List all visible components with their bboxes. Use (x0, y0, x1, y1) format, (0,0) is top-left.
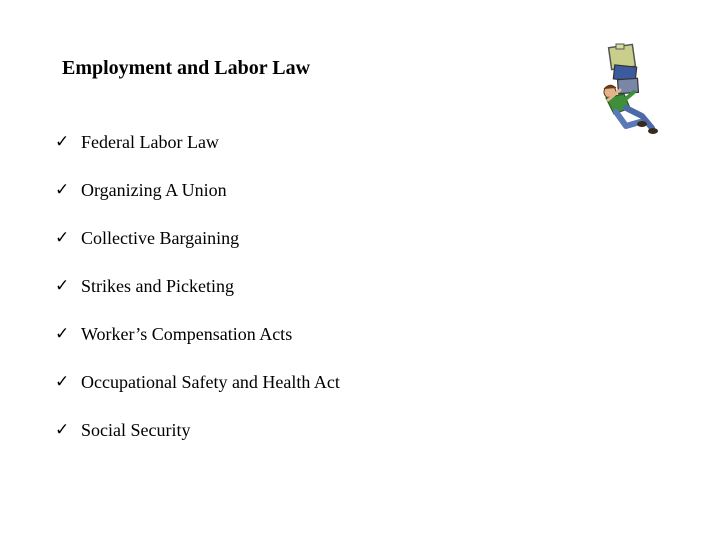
list-item (55, 226, 340, 274)
list-item (55, 274, 340, 322)
check-mark-icon: ✓ (55, 372, 70, 392)
bullet-text: Organizing A Union (81, 180, 227, 200)
check-mark-icon: ✓ (55, 420, 70, 440)
bullet-list (55, 130, 340, 466)
list-item (55, 178, 340, 226)
list-item (55, 322, 340, 370)
check-mark-icon: ✓ (55, 132, 70, 152)
list-item (55, 418, 340, 466)
worker-carrying-boxes-icon (596, 42, 658, 138)
bullet-text: Federal Labor Law (81, 132, 219, 152)
bullet-text: Collective Bargaining (81, 228, 240, 248)
bullet-text: Social Security (81, 420, 191, 440)
bullet-text: Strikes and Picketing (81, 276, 234, 296)
bullet-text: Worker’s Compensation Acts (81, 324, 293, 344)
check-mark-icon: ✓ (55, 228, 70, 248)
list-item (55, 370, 340, 418)
check-mark-icon: ✓ (55, 324, 70, 344)
list-item (55, 130, 340, 178)
bullet-text: Occupational Safety and Health Act (81, 372, 340, 392)
slide-title: Employment and Labor Law (62, 57, 311, 79)
check-mark-icon: ✓ (55, 276, 70, 296)
check-mark-icon: ✓ (55, 180, 70, 200)
